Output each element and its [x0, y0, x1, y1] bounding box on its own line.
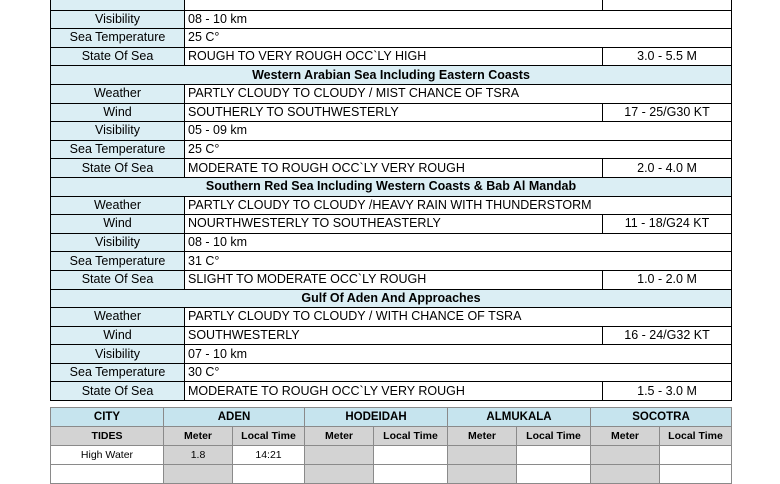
weather-label: Weather — [51, 196, 185, 215]
city-almukala: ALMUKALA — [448, 408, 591, 427]
visibility-value: 05 - 09 km — [185, 122, 732, 141]
socotra-high-meter — [591, 446, 660, 465]
row-value — [185, 0, 603, 10]
wind-range: 17 - 25/G30 KT — [603, 103, 732, 122]
wind-range: 16 - 24/G32 KT — [603, 326, 732, 345]
table-row — [51, 215, 732, 234]
table-row — [51, 66, 732, 85]
meter-header: Meter — [448, 427, 517, 446]
weather-label: Weather — [51, 308, 185, 327]
weather-label: Weather — [51, 84, 185, 103]
table-row — [51, 252, 732, 271]
meter-header: Meter — [305, 427, 374, 446]
sea-temperature-label: Sea Temperature — [51, 252, 185, 271]
visibility-label: Visibility — [51, 122, 185, 141]
aden-high-meter: 1.8 — [164, 446, 233, 465]
weather-value: PARTLY CLOUDY TO CLOUDY / WITH CHANCE OF TSRA — [185, 308, 732, 327]
visibility-label: Visibility — [51, 233, 185, 252]
hodeidah-high-time — [374, 446, 448, 465]
socotra-high-time — [660, 446, 732, 465]
table-row — [51, 308, 732, 327]
table-row — [51, 140, 732, 159]
city-hodeidah: HODEIDAH — [305, 408, 448, 427]
sea-temperature-value: 30 C° — [185, 363, 732, 382]
state-of-sea-label: State Of Sea — [51, 159, 185, 178]
state-of-sea-range: 3.0 - 5.5 M — [603, 47, 732, 66]
aden-high-time: 14:21 — [233, 446, 305, 465]
wind-label: Wind — [51, 215, 185, 234]
table-row — [51, 233, 732, 252]
table-row — [51, 159, 732, 178]
local-time-header: Local Time — [374, 427, 448, 446]
table-row — [51, 408, 732, 427]
table-row — [51, 326, 732, 345]
table-row — [51, 289, 732, 308]
wind-range: 11 - 18/G24 KT — [603, 215, 732, 234]
cell — [517, 465, 591, 484]
table-row — [51, 29, 732, 48]
table-row — [51, 270, 732, 289]
cell — [164, 465, 233, 484]
state-of-sea-label: State Of Sea — [51, 47, 185, 66]
local-time-header: Local Time — [517, 427, 591, 446]
city-socotra: SOCOTRA — [591, 408, 732, 427]
almukala-high-time — [517, 446, 591, 465]
table-row — [51, 177, 732, 196]
state-of-sea-value: ROUGH TO VERY ROUGH OCC`LY HIGH — [185, 47, 603, 66]
cell — [448, 465, 517, 484]
cell — [660, 465, 732, 484]
region-title: Gulf Of Aden And Approaches — [51, 289, 732, 308]
wind-value: SOUTHERLY TO SOUTHWESTERLY — [185, 103, 603, 122]
row-range — [603, 0, 732, 10]
visibility-label: Visibility — [51, 345, 185, 364]
table-row — [51, 47, 732, 66]
row-label — [51, 0, 185, 10]
low-water-label — [51, 465, 164, 484]
cell — [591, 465, 660, 484]
wind-value: SOUTHWESTERLY — [185, 326, 603, 345]
table-row — [51, 84, 732, 103]
high-water-label: High Water — [51, 446, 164, 465]
state-of-sea-value: SLIGHT TO MODERATE OCC`LY ROUGH — [185, 270, 603, 289]
hodeidah-high-meter — [305, 446, 374, 465]
state-of-sea-range: 1.5 - 3.0 M — [603, 382, 732, 401]
tides-table — [50, 407, 732, 484]
visibility-value: 08 - 10 km — [185, 10, 732, 29]
table-row — [51, 382, 732, 401]
sea-temperature-value: 31 C° — [185, 252, 732, 271]
weather-value: PARTLY CLOUDY TO CLOUDY / MIST CHANCE OF TSRA — [185, 84, 732, 103]
region-title: Western Arabian Sea Including Eastern Coasts — [51, 66, 732, 85]
state-of-sea-label: State Of Sea — [51, 270, 185, 289]
local-time-header: Local Time — [233, 427, 305, 446]
table-row — [51, 0, 732, 10]
city-aden: ADEN — [164, 408, 305, 427]
weather-value: PARTLY CLOUDY TO CLOUDY /HEAVY RAIN WITH THUNDERSTORM — [185, 196, 732, 215]
table-row — [51, 427, 732, 446]
visibility-value: 08 - 10 km — [185, 233, 732, 252]
state-of-sea-range: 1.0 - 2.0 M — [603, 270, 732, 289]
state-of-sea-value: MODERATE TO ROUGH OCC`LY VERY ROUGH — [185, 382, 603, 401]
meter-header: Meter — [164, 427, 233, 446]
sea-temperature-label: Sea Temperature — [51, 363, 185, 382]
visibility-value: 07 - 10 km — [185, 345, 732, 364]
local-time-header: Local Time — [660, 427, 732, 446]
city-header: CITY — [51, 408, 164, 427]
wind-label: Wind — [51, 103, 185, 122]
wind-value: NOURTHWESTERLY TO SOUTHEASTERLY — [185, 215, 603, 234]
table-row — [51, 10, 732, 29]
sea-temperature-value: 25 C° — [185, 140, 732, 159]
sea-temperature-label: Sea Temperature — [51, 29, 185, 48]
sea-temperature-label: Sea Temperature — [51, 140, 185, 159]
table-row — [51, 345, 732, 364]
visibility-label: Visibility — [51, 10, 185, 29]
table-row — [51, 122, 732, 141]
marine-forecast-table — [50, 0, 732, 401]
table-row — [51, 446, 732, 465]
tides-header: TIDES — [51, 427, 164, 446]
state-of-sea-label: State Of Sea — [51, 382, 185, 401]
table-row — [51, 196, 732, 215]
state-of-sea-value: MODERATE TO ROUGH OCC`LY VERY ROUGH — [185, 159, 603, 178]
table-row — [51, 363, 732, 382]
table-row — [51, 103, 732, 122]
sea-temperature-value: 25 C° — [185, 29, 732, 48]
meter-header: Meter — [591, 427, 660, 446]
cell — [374, 465, 448, 484]
table-row — [51, 465, 732, 484]
almukala-high-meter — [448, 446, 517, 465]
cell — [233, 465, 305, 484]
state-of-sea-range: 2.0 - 4.0 M — [603, 159, 732, 178]
wind-label: Wind — [51, 326, 185, 345]
cell — [305, 465, 374, 484]
region-title: Southern Red Sea Including Western Coasts & Bab Al Mandab — [51, 177, 732, 196]
